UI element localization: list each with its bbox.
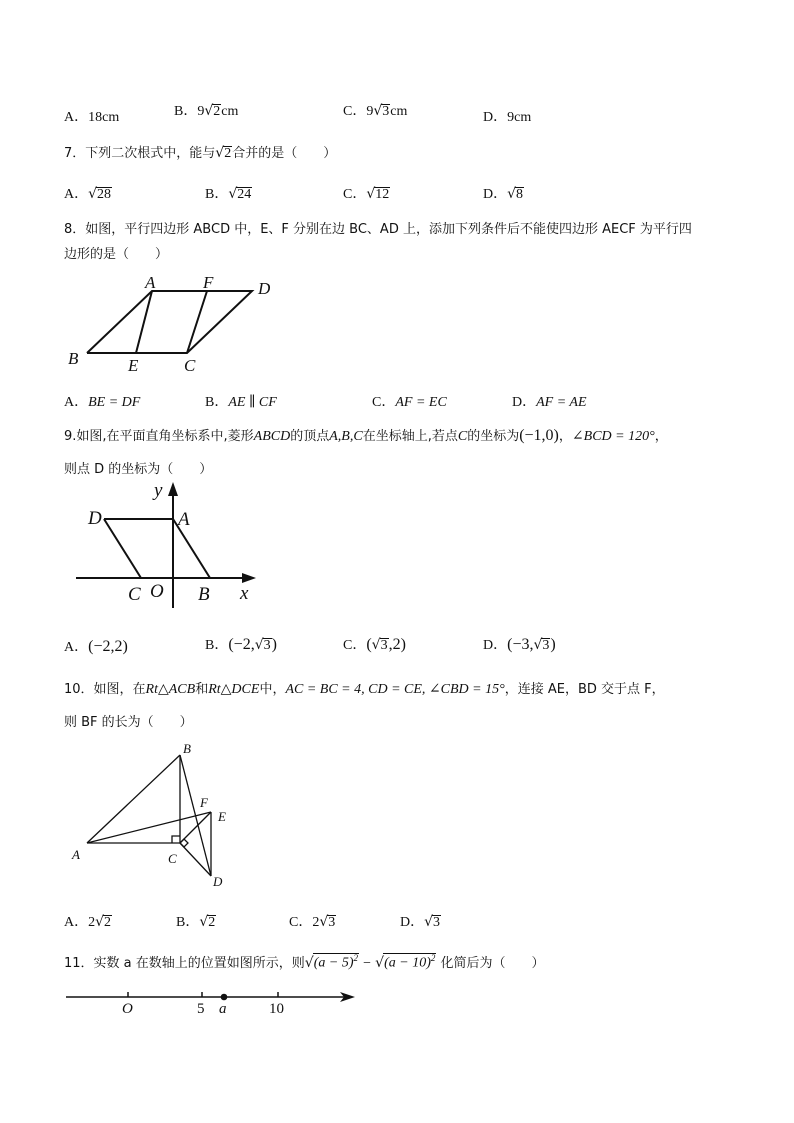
label-f: F <box>200 795 208 810</box>
option-pre: (−3, <box>507 636 534 653</box>
q11-expr-2: (a − 10) <box>384 956 431 971</box>
option-radicand: 3 <box>542 638 550 653</box>
option-radicand: 2 <box>213 104 221 119</box>
option-unit: cm <box>221 104 239 119</box>
option-label: B． <box>174 104 198 119</box>
q9-text: ， <box>654 429 668 444</box>
label-c: C <box>184 356 196 375</box>
option-label: D． <box>483 638 508 653</box>
label-o: O <box>150 581 164 602</box>
option-coef: 2 <box>312 915 320 930</box>
label-c: C <box>168 851 177 866</box>
label-y: y <box>154 480 163 501</box>
option-radicand: 12 <box>375 187 390 202</box>
segment-bd <box>180 755 211 876</box>
q9-math: C <box>457 429 468 444</box>
option-label: C． <box>343 187 367 202</box>
label-d: D <box>88 508 102 529</box>
option-unit: cm <box>390 104 408 119</box>
q11-expr-1: (a − 5) <box>313 956 354 971</box>
option-label: D． <box>512 395 537 410</box>
option-radicand: 24 <box>237 187 252 202</box>
label-d: D <box>213 874 223 889</box>
q10-stem-line1 <box>64 678 665 698</box>
option-radicand: 2 <box>104 915 112 930</box>
q7-option-d[interactable] <box>483 183 524 203</box>
q11-exponent-1: 2 <box>353 953 358 964</box>
q8-option-b[interactable] <box>205 391 277 411</box>
option-radicand: 3 <box>328 915 336 930</box>
option-value: BE = DF <box>88 395 141 410</box>
option-value: AF = AE <box>536 395 587 410</box>
sqrt-sign: √ <box>254 637 264 653</box>
q9-option-a[interactable] <box>64 636 128 656</box>
option-label: B． <box>205 638 229 653</box>
q9-text: 9.如图,在平面直角坐标系中,菱形 <box>64 429 254 444</box>
label-a: A <box>178 509 190 530</box>
option-label: C． <box>343 638 367 653</box>
q6-option-c[interactable] <box>343 100 407 120</box>
q11-radical-1 <box>313 953 359 971</box>
option-coef: 9 <box>366 104 374 119</box>
option-label: D． <box>400 915 425 930</box>
label-b: B <box>198 584 210 605</box>
q9-option-d[interactable] <box>483 634 556 654</box>
q10-math: Rt△ACB <box>145 682 196 697</box>
option-value: 9cm <box>507 110 532 125</box>
sqrt-sign: √ <box>371 637 381 653</box>
option-label: A． <box>64 395 89 410</box>
q7-option-b[interactable] <box>205 183 252 203</box>
q9-option-b[interactable] <box>205 634 277 654</box>
option-radicand: 3 <box>263 638 271 653</box>
option-label: C． <box>289 915 313 930</box>
option-value: AF = EC <box>395 395 447 410</box>
option-label: A． <box>64 110 89 125</box>
q11-text-a: 11．实数 a 在数轴上的位置如图所示，则 <box>64 956 305 971</box>
q9-text: 在坐标轴上,若点 <box>362 429 458 444</box>
option-radicand: 8 <box>516 187 524 202</box>
option-label: A． <box>64 915 89 930</box>
option-value: (−2,2) <box>88 638 128 655</box>
sqrt-sign: √ <box>507 186 517 202</box>
segment-ae <box>87 812 211 843</box>
q8-stem-line1: 8．如图，平行四边形 ABCD 中，E、F 分别在边 BC、AD 上，添加下列条件后不能使四边形 AECF 为平行四 <box>64 222 692 237</box>
parallelogram-outline <box>87 291 252 353</box>
option-label: B． <box>205 395 229 410</box>
y-axis-arrow <box>168 482 178 496</box>
q7-stem <box>64 142 336 162</box>
q8-parallelogram-figure <box>60 270 300 380</box>
q9-text: 的顶点 <box>290 429 330 444</box>
q11-minus: − <box>363 956 372 971</box>
option-post: ,2) <box>388 636 406 653</box>
q6-option-a[interactable] <box>64 106 119 126</box>
sqrt-sign: √ <box>204 103 214 119</box>
x-axis-arrow <box>242 573 256 583</box>
q7-option-c[interactable] <box>343 183 390 203</box>
q9-stem-line2: 则点 D 的坐标为（ ） <box>64 462 213 477</box>
q8-option-d[interactable] <box>512 391 587 411</box>
q9-text: 的坐标为 <box>467 429 520 444</box>
option-value: 18cm <box>88 110 120 125</box>
sqrt-sign: √ <box>304 955 314 971</box>
option-label: C． <box>343 104 367 119</box>
label-a: A <box>72 847 80 862</box>
label-b: B <box>68 349 79 368</box>
q11-radical-2 <box>383 953 436 971</box>
q9-coord: (−1,0) <box>519 427 559 444</box>
sqrt-sign: √ <box>228 186 238 202</box>
q10-option-b[interactable] <box>176 911 216 931</box>
option-label: A． <box>64 187 89 202</box>
q11-exponent-2: 2 <box>430 953 436 964</box>
q10-conditions: AC = BC = 4, CD = CE, ∠CBD = 15° <box>285 682 505 697</box>
option-radicand: 3 <box>380 638 388 653</box>
label-a: a <box>219 1001 227 1017</box>
q10-text: 和 <box>195 682 209 697</box>
q7-text-b: 合并的是（ ） <box>232 146 337 161</box>
option-coef: 2 <box>88 915 96 930</box>
q10-stem-line2: 则 BF 的长为（ ） <box>64 715 193 730</box>
q9-angle: ∠BCD = 120° <box>571 429 655 444</box>
q9-text: ， <box>558 429 572 444</box>
segment-ab <box>87 755 180 843</box>
q8-stem-line2: 边形的是（ ） <box>64 247 169 262</box>
sqrt-sign: √ <box>88 186 98 202</box>
option-coef: 9 <box>197 104 205 119</box>
option-label: B． <box>205 187 229 202</box>
label-a: A <box>145 273 156 292</box>
option-radicand: 3 <box>382 104 390 119</box>
label-e: E <box>128 356 139 375</box>
q10-option-a[interactable] <box>64 911 112 931</box>
label-10: 10 <box>269 1001 284 1017</box>
q11-text-b: 化简后为（ ） <box>440 956 545 971</box>
sqrt-sign: √ <box>319 914 329 930</box>
option-value: AE ∥ CF <box>228 395 277 410</box>
option-post: ) <box>550 636 556 653</box>
label-d: D <box>258 279 271 298</box>
q10-option-c[interactable] <box>289 911 336 931</box>
q11-stem <box>64 952 545 972</box>
label-f: F <box>203 273 214 292</box>
segment-ae <box>136 291 152 353</box>
point-a <box>221 994 228 1001</box>
label-5: 5 <box>197 1001 205 1017</box>
sqrt-sign: √ <box>424 914 434 930</box>
q8-option-c[interactable] <box>372 391 447 411</box>
option-radicand: 28 <box>97 187 112 202</box>
label-o: O <box>122 1001 133 1017</box>
q6-option-b[interactable] <box>174 100 238 120</box>
option-label: C． <box>372 395 396 410</box>
option-label: A． <box>64 640 89 655</box>
q10-text: 10．如图，在 <box>64 682 146 697</box>
sqrt-sign: √ <box>375 955 385 971</box>
sqrt-sign: √ <box>533 637 543 653</box>
q8-option-a[interactable] <box>64 391 140 411</box>
q9-stem-line1 <box>64 425 668 445</box>
rhombus-outline <box>104 519 210 578</box>
option-radicand: 2 <box>208 915 216 930</box>
right-angle-mark-acb <box>172 836 180 843</box>
q9-math: A,B,C <box>329 429 363 444</box>
sqrt-sign: √ <box>215 145 225 161</box>
q11-number-line <box>62 985 362 1025</box>
q9-coordinate-figure <box>70 478 270 608</box>
q10-triangle-figure <box>68 738 248 888</box>
q9-math: ABCD <box>253 429 291 444</box>
q10-text: 中， <box>259 682 286 697</box>
label-x: x <box>240 583 249 604</box>
q10-text: ，连接 AE，BD 交于点 F， <box>504 682 665 697</box>
sqrt-sign: √ <box>95 914 105 930</box>
option-label: D． <box>483 110 508 125</box>
label-c: C <box>128 584 141 605</box>
q7-text-a: 7．下列二次根式中，能与 <box>64 146 216 161</box>
label-b: B <box>183 741 191 756</box>
option-label: D． <box>483 187 508 202</box>
q10-math: Rt△DCE <box>208 682 260 697</box>
sqrt-sign: √ <box>199 914 209 930</box>
q7-option-a[interactable] <box>64 183 112 203</box>
sqrt-sign: √ <box>373 103 383 119</box>
sqrt-sign: √ <box>366 186 376 202</box>
option-pre: (−2, <box>228 636 255 653</box>
q10-option-d[interactable] <box>400 911 441 931</box>
q6-option-d[interactable] <box>483 106 531 126</box>
right-angle-mark-dce <box>180 839 188 847</box>
q9-option-c[interactable] <box>343 634 406 654</box>
q7-radicand: 2 <box>224 146 232 161</box>
option-pre: ( <box>366 636 372 653</box>
option-post: ) <box>271 636 277 653</box>
option-radicand: 3 <box>433 915 441 930</box>
label-e: E <box>218 809 226 824</box>
option-label: B． <box>176 915 200 930</box>
